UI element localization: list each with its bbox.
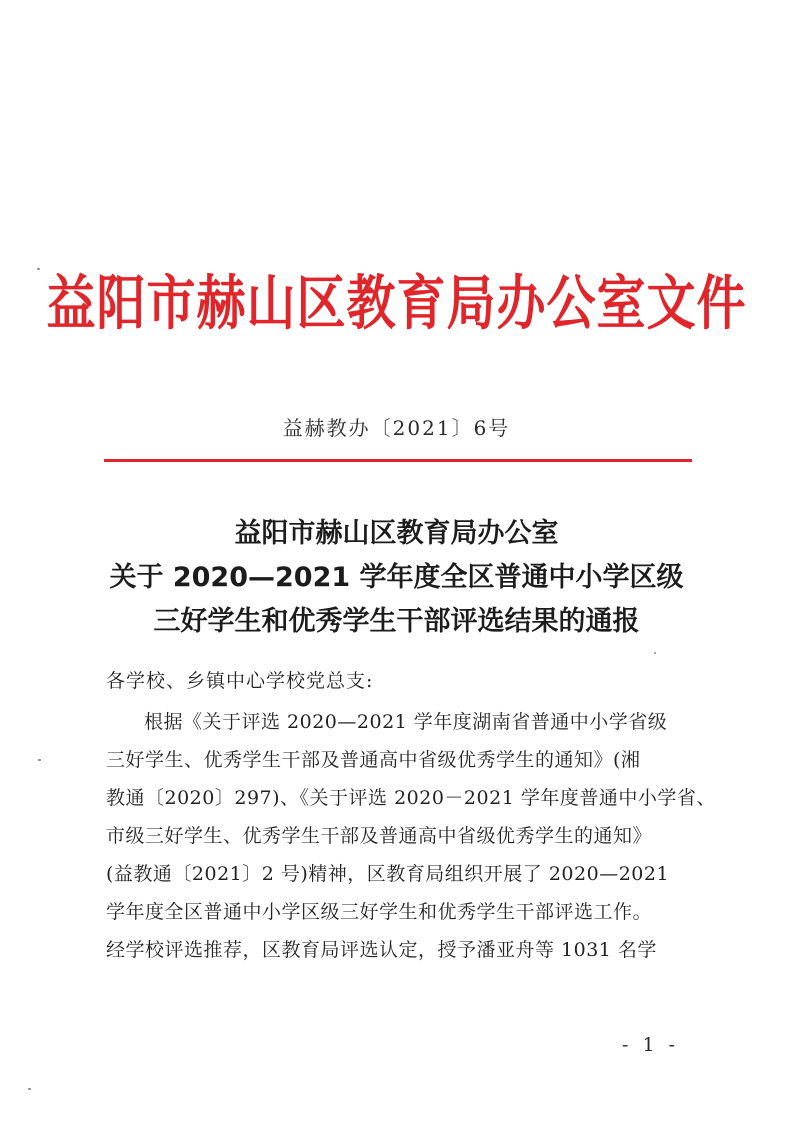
body-line: 三好学生、优秀学生干部及普通高中省级优秀学生的通知》(湘 <box>106 749 641 771</box>
scan-speck <box>654 652 656 654</box>
document-number: 益赫教办〔2021〕6号 <box>282 416 511 440</box>
scan-speck <box>38 759 41 761</box>
body-line: 经学校评选推荐，区教育局评选认定，授予潘亚舟等 1031 名学 <box>106 939 657 961</box>
title-line-2: 关于 2020—2021 学年度全区普通中小学区级 <box>109 562 684 593</box>
body-paragraph <box>106 703 716 969</box>
masthead-title: 益阳市赫山区教育局办公室文件 <box>46 269 747 338</box>
page-number: - 1 - <box>622 1034 680 1056</box>
body-line: 教通〔2020〕297)、《关于评选 2020－2021 学年度普通中小学省、 <box>106 787 716 809</box>
red-divider-line <box>104 459 692 462</box>
notice-title <box>0 512 793 644</box>
body-line: 学年度全区普通中小学区级三好学生和优秀学生干部评选工作。 <box>106 901 653 923</box>
scan-speck <box>28 1088 31 1090</box>
body-line: (益教通〔2021〕2 号)精神，区教育局组织开展了 2020—2021 <box>106 863 670 885</box>
body-line: 根据《关于评选 2020—2021 学年度湖南省普通中小学省级 <box>144 711 668 733</box>
title-line-3: 三好学生和优秀学生干部评选结果的通报 <box>153 606 640 637</box>
body-line: 市级三好学生、优秀学生干部及普通高中省级优秀学生的通知》 <box>106 825 653 847</box>
salutation: 各学校、乡镇中心学校党总支: <box>106 670 374 692</box>
title-line-1: 益阳市赫山区教育局办公室 <box>234 518 559 549</box>
scan-speck <box>37 268 40 270</box>
